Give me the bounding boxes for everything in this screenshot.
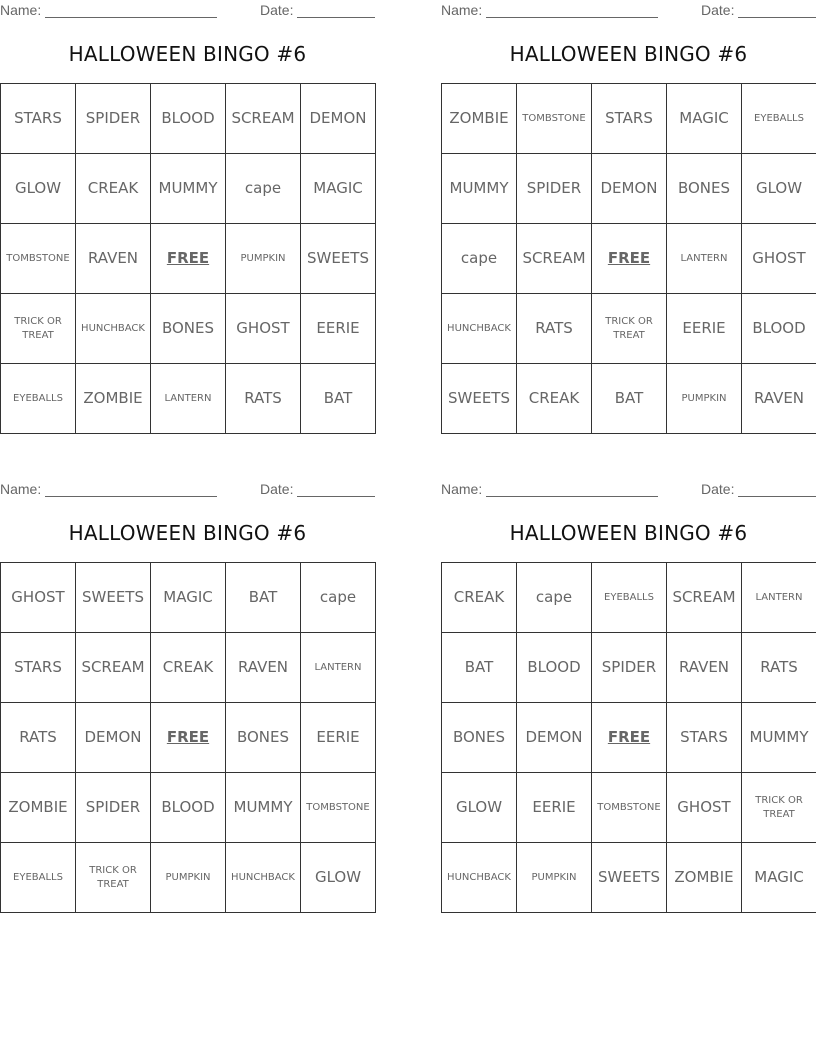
bingo-row (1, 563, 376, 633)
bingo-row (442, 154, 816, 224)
bingo-row (1, 773, 376, 843)
bingo-cell: LANTERN (667, 224, 742, 294)
bingo-card-4 (441, 479, 816, 919)
name-label: Name: (0, 481, 42, 497)
bingo-cell: EERIE (667, 294, 742, 364)
bingo-cell: BONES (667, 154, 742, 224)
bingo-cell: TOMBSTONE (301, 773, 376, 843)
bingo-cell: BAT (226, 563, 301, 633)
card-title: HALLOWEEN BINGO #6 (509, 521, 748, 545)
bingo-cell: SWEETS (76, 563, 151, 633)
bingo-grid (441, 562, 816, 913)
name-label: Name: (441, 481, 483, 497)
bingo-cell: SPIDER (517, 154, 592, 224)
date-blank-line (297, 496, 375, 497)
bingo-row (442, 633, 816, 703)
bingo-cell: EYEBALLS (1, 843, 76, 913)
date-label: Date: (260, 481, 294, 497)
bingo-row (1, 843, 376, 913)
card-header (441, 481, 816, 499)
bingo-cell: DEMON (592, 154, 667, 224)
bingo-cell: MUMMY (442, 154, 517, 224)
bingo-cell: ZOMBIE (1, 773, 76, 843)
bingo-cell: DEMON (517, 703, 592, 773)
bingo-cell: STARS (667, 703, 742, 773)
card-title: HALLOWEEN BINGO #6 (68, 521, 307, 545)
bingo-cell: SCREAM (517, 224, 592, 294)
bingo-cell: RATS (517, 294, 592, 364)
date-blank-line (738, 17, 816, 18)
bingo-row (1, 633, 376, 703)
bingo-row (442, 364, 816, 434)
bingo-cell: MUMMY (151, 154, 226, 224)
bingo-cell: BAT (592, 364, 667, 434)
bingo-cell: cape (442, 224, 517, 294)
bingo-cell: PUMPKIN (667, 364, 742, 434)
bingo-row (442, 224, 816, 294)
bingo-cell: SWEETS (301, 224, 376, 294)
bingo-cell: RATS (226, 364, 301, 434)
bingo-cell: BLOOD (517, 633, 592, 703)
bingo-cell: SCREAM (226, 84, 301, 154)
bingo-cell: PUMPKIN (226, 224, 301, 294)
bingo-cell: SPIDER (76, 84, 151, 154)
bingo-cell: ZOMBIE (442, 84, 517, 154)
bingo-card-1 (0, 0, 375, 440)
card-header (441, 2, 816, 20)
bingo-cell: BLOOD (151, 773, 226, 843)
bingo-cell: CREAK (151, 633, 226, 703)
bingo-cell: HUNCHBACK (442, 843, 517, 913)
bingo-cell: ZOMBIE (667, 843, 742, 913)
bingo-cell: EERIE (301, 294, 376, 364)
bingo-cell: TRICK OR TREAT (1, 294, 76, 364)
bingo-cell: GLOW (742, 154, 816, 224)
bingo-cell: GLOW (442, 773, 517, 843)
bingo-cell: BAT (301, 364, 376, 434)
bingo-cell: EERIE (517, 773, 592, 843)
bingo-cell: ZOMBIE (76, 364, 151, 434)
bingo-row (442, 563, 816, 633)
bingo-cell: GHOST (1, 563, 76, 633)
bingo-cell: GHOST (742, 224, 816, 294)
bingo-cell: cape (301, 563, 376, 633)
bingo-cell: DEMON (76, 703, 151, 773)
bingo-cell: GHOST (226, 294, 301, 364)
bingo-cell: MAGIC (151, 563, 226, 633)
bingo-cell: GLOW (1, 154, 76, 224)
bingo-row (442, 294, 816, 364)
bingo-card-2 (441, 0, 816, 440)
bingo-cell: MAGIC (301, 154, 376, 224)
bingo-cell: STARS (1, 84, 76, 154)
card-title: HALLOWEEN BINGO #6 (68, 42, 307, 66)
bingo-row (442, 773, 816, 843)
bingo-cell: SCREAM (667, 563, 742, 633)
bingo-cell: RAVEN (226, 633, 301, 703)
bingo-cell: cape (517, 563, 592, 633)
bingo-row (442, 84, 816, 154)
bingo-cell: TRICK OR TREAT (592, 294, 667, 364)
bingo-cell: BONES (226, 703, 301, 773)
date-blank-line (738, 496, 816, 497)
date-blank-line (297, 17, 375, 18)
bingo-cell: STARS (1, 633, 76, 703)
bingo-row (442, 703, 816, 773)
bingo-cell: MAGIC (742, 843, 816, 913)
bingo-cell: SPIDER (76, 773, 151, 843)
bingo-cell: CREAK (76, 154, 151, 224)
bingo-cell: LANTERN (301, 633, 376, 703)
bingo-cell: LANTERN (151, 364, 226, 434)
name-label: Name: (441, 2, 483, 18)
date-label: Date: (701, 481, 735, 497)
card-header (0, 2, 375, 20)
bingo-grid (0, 562, 376, 913)
bingo-cell: MUMMY (742, 703, 816, 773)
free-space-cell: FREE (592, 224, 667, 294)
name-label: Name: (0, 2, 42, 18)
bingo-cell: RAVEN (742, 364, 816, 434)
bingo-cell: PUMPKIN (517, 843, 592, 913)
bingo-cell: BLOOD (151, 84, 226, 154)
bingo-cell: PUMPKIN (151, 843, 226, 913)
bingo-cell: CREAK (442, 563, 517, 633)
bingo-cell: RATS (1, 703, 76, 773)
bingo-row (1, 364, 376, 434)
free-space-cell: FREE (151, 224, 226, 294)
free-space-cell: FREE (592, 703, 667, 773)
bingo-cell: cape (226, 154, 301, 224)
bingo-cell: TRICK OR TREAT (742, 773, 816, 843)
bingo-cell: BONES (151, 294, 226, 364)
bingo-cell: SWEETS (592, 843, 667, 913)
bingo-grid (441, 83, 816, 434)
bingo-row (1, 703, 376, 773)
bingo-cell: BLOOD (742, 294, 816, 364)
name-blank-line (45, 496, 217, 497)
bingo-row (442, 843, 816, 913)
bingo-cell: HUNCHBACK (76, 294, 151, 364)
bingo-cell: HUNCHBACK (442, 294, 517, 364)
bingo-row (1, 224, 376, 294)
bingo-row (1, 84, 376, 154)
bingo-cell: TOMBSTONE (592, 773, 667, 843)
name-blank-line (486, 17, 658, 18)
bingo-cell: EYEBALLS (742, 84, 816, 154)
name-blank-line (45, 17, 217, 18)
bingo-cell: RAVEN (76, 224, 151, 294)
bingo-cell: RAVEN (667, 633, 742, 703)
name-blank-line (486, 496, 658, 497)
bingo-cell: EERIE (301, 703, 376, 773)
free-space-cell: FREE (151, 703, 226, 773)
bingo-cell: TOMBSTONE (1, 224, 76, 294)
bingo-cell: BONES (442, 703, 517, 773)
date-label: Date: (701, 2, 735, 18)
bingo-cell: DEMON (301, 84, 376, 154)
bingo-cell: SCREAM (76, 633, 151, 703)
bingo-row (1, 154, 376, 224)
bingo-cell: TRICK OR TREAT (76, 843, 151, 913)
bingo-cell: SWEETS (442, 364, 517, 434)
bingo-cell: EYEBALLS (592, 563, 667, 633)
bingo-card-3 (0, 479, 375, 919)
bingo-grid (0, 83, 376, 434)
card-title: HALLOWEEN BINGO #6 (509, 42, 748, 66)
bingo-cell: HUNCHBACK (226, 843, 301, 913)
date-label: Date: (260, 2, 294, 18)
bingo-cell: GLOW (301, 843, 376, 913)
bingo-cell: MUMMY (226, 773, 301, 843)
bingo-cell: GHOST (667, 773, 742, 843)
bingo-cell: BAT (442, 633, 517, 703)
bingo-cell: CREAK (517, 364, 592, 434)
bingo-cell: STARS (592, 84, 667, 154)
bingo-cell: MAGIC (667, 84, 742, 154)
bingo-row (1, 294, 376, 364)
bingo-cell: TOMBSTONE (517, 84, 592, 154)
bingo-cell: LANTERN (742, 563, 816, 633)
bingo-cell: EYEBALLS (1, 364, 76, 434)
card-header (0, 481, 375, 499)
bingo-cell: SPIDER (592, 633, 667, 703)
bingo-cell: RATS (742, 633, 816, 703)
